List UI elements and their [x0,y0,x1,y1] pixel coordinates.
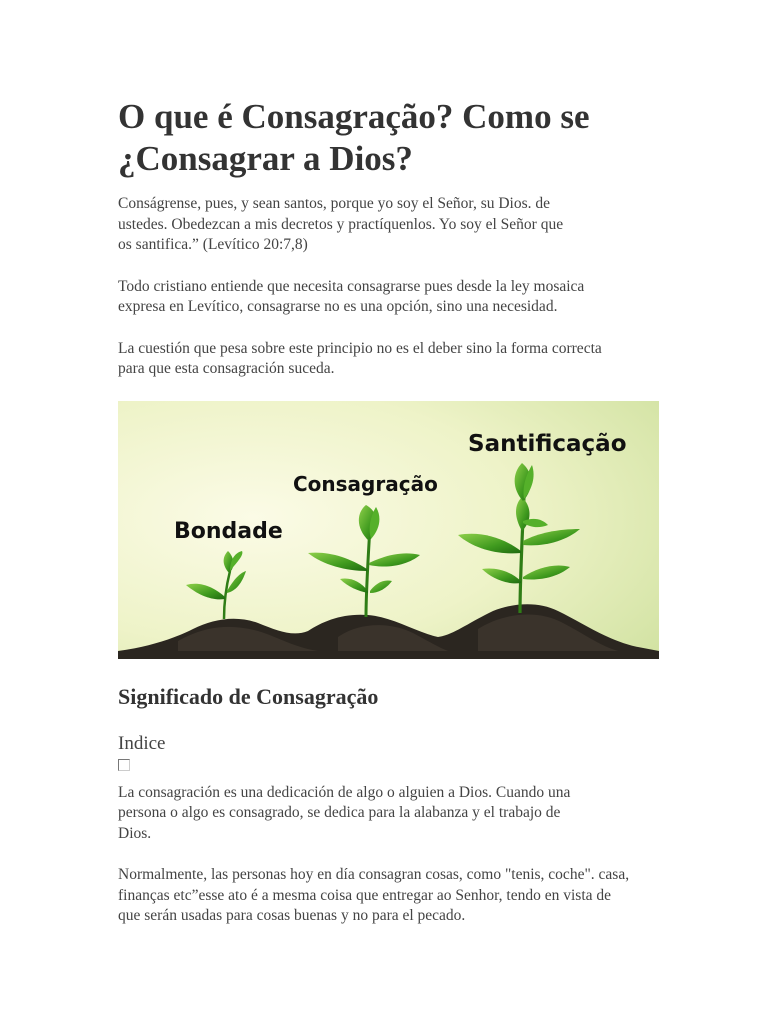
paragraph-3: La consagración es una dedicación de algo o alguien a Dios. Cuando una persona o algo es consagrado, se dedica para la alabanza y el trabajo de Dios. [118,783,571,842]
toc-toggle-checkbox[interactable] [118,759,130,771]
section-heading: Significado de Consagração [118,683,379,709]
article [118,96,663,927]
label-bondade: Bondade [174,518,283,544]
article-title: O que é Consagração? Como se ¿Consagrar a Dios? [118,97,590,178]
toc-label: Indice [118,732,166,754]
plants-growth-illustration [118,401,659,659]
label-santificacao: Santificação [468,430,627,457]
intro-quote: Conságrense, pues, y sean santos, porque yo soy el Señor, su Dios. de ustedes. Obedezcan a mis decretos y practíquenlos. Yo soy el Señor que os santifica.” (Levítico 20:7,8) [118,195,564,253]
label-consagracao: Consagração [293,471,438,496]
paragraph-2: La cuestión que pesa sobre este principio no es el deber sino la forma correcta para que esta consagración suceda. [118,339,602,377]
hero-image [118,401,659,659]
paragraph-1: Todo cristiano entiende que necesita consagrarse pues desde la ley mosaica expresa en Levítico, consagrarse no es una opción, sino una necesidad. [118,277,585,315]
paragraph-4: Normalmente, las personas hoy en día consagran cosas, como "tenis, coche". casa, finanças etc”esse ato é a mesma coisa que entregar ao Senhor, tendo en vista de que serán usadas para cosas buenas y no para el pecado. [118,866,630,924]
